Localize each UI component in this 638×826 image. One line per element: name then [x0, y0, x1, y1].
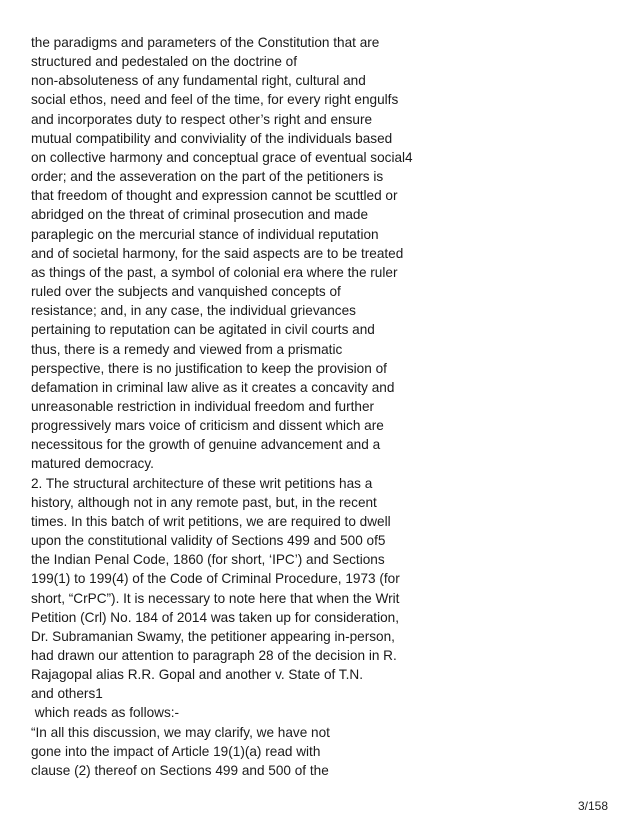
text-line: mutual compatibility and conviviality of the individuals based — [31, 130, 393, 146]
text-line: thus, there is a remedy and viewed from a prismatic — [31, 341, 343, 357]
text-line: and of societal harmony, for the said aspects are to be treated — [31, 245, 404, 261]
text-line: which reads as follows:- — [31, 705, 180, 721]
text-line: structured and pedestaled on the doctrine of — [31, 54, 298, 70]
text-line: that freedom of thought and expression cannot be scuttled or — [31, 188, 398, 204]
text-line: necessitous for the growth of genuine advancement and a — [31, 437, 381, 453]
page-number: 3/158 — [577, 799, 608, 813]
text-line: the Indian Penal Code, 1860 (for short, ‘IPC’) and Sections — [31, 552, 385, 568]
text-line: gone into the impact of Article 19(1)(a) read with — [31, 743, 321, 759]
text-line: as things of the past, a symbol of colonial era where the ruler — [31, 264, 398, 280]
text-line: unreasonable restriction in individual freedom and further — [31, 398, 375, 414]
text-line: resistance; and, in any case, the individual grievances — [31, 303, 356, 319]
text-line: perspective, there is no justification to keep the provision of — [31, 360, 387, 376]
text-line: Petition (Crl) No. 184 of 2014 was taken up for consideration, — [31, 609, 399, 625]
text-line: non-absoluteness of any fundamental right, cultural and — [31, 73, 366, 89]
text-line: short, “CrPC”). It is necessary to note here that when the Writ — [31, 590, 400, 606]
text-line: defamation in criminal law alive as it creates a concavity and — [31, 379, 395, 395]
text-line: abridged on the threat of criminal prosecution and made — [31, 207, 369, 223]
text-line: history, although not in any remote past, but, in the recent — [31, 494, 377, 510]
text-line: order; and the asseveration on the part of the petitioners is — [31, 169, 384, 185]
text-line: clause (2) thereof on Sections 499 and 500 of the — [31, 762, 329, 778]
text-line: on collective harmony and conceptual grace of eventual social4 — [31, 149, 413, 165]
text-line: ruled over the subjects and vanquished concepts of — [31, 284, 341, 300]
text-line: and others1 — [31, 686, 103, 702]
text-line: matured democracy. — [31, 456, 154, 472]
text-line: 2. The structural architecture of these writ petitions has a — [31, 475, 373, 491]
body-text — [31, 33, 591, 780]
text-line: Dr. Subramanian Swamy, the petitioner appearing in-person, — [31, 628, 395, 644]
text-line: pertaining to reputation can be agitated in civil courts and — [31, 322, 375, 338]
text-line: paraplegic on the mercurial stance of individual reputation — [31, 226, 379, 242]
text-line: the paradigms and parameters of the Constitution that are — [31, 35, 380, 50]
text-line: had drawn our attention to paragraph 28 of the decision in R. — [31, 648, 397, 663]
text-line: “In all this discussion, we may clarify, we have not — [31, 724, 330, 740]
text-line: times. In this batch of writ petitions, we are required to dwell — [31, 513, 391, 529]
text-line: upon the constitutional validity of Sections 499 and 500 of5 — [31, 533, 386, 549]
text-line: social ethos, need and feel of the time, for every right engulfs — [31, 92, 399, 108]
text-line: progressively mars voice of criticism and dissent which are — [31, 418, 384, 434]
text-line: and incorporates duty to respect other’s right and ensure — [31, 111, 373, 127]
text-line: 199(1) to 199(4) of the Code of Criminal Procedure, 1973 (for — [31, 571, 400, 587]
text-line: Rajagopal alias R.R. Gopal and another v. State of T.N. — [31, 667, 363, 683]
